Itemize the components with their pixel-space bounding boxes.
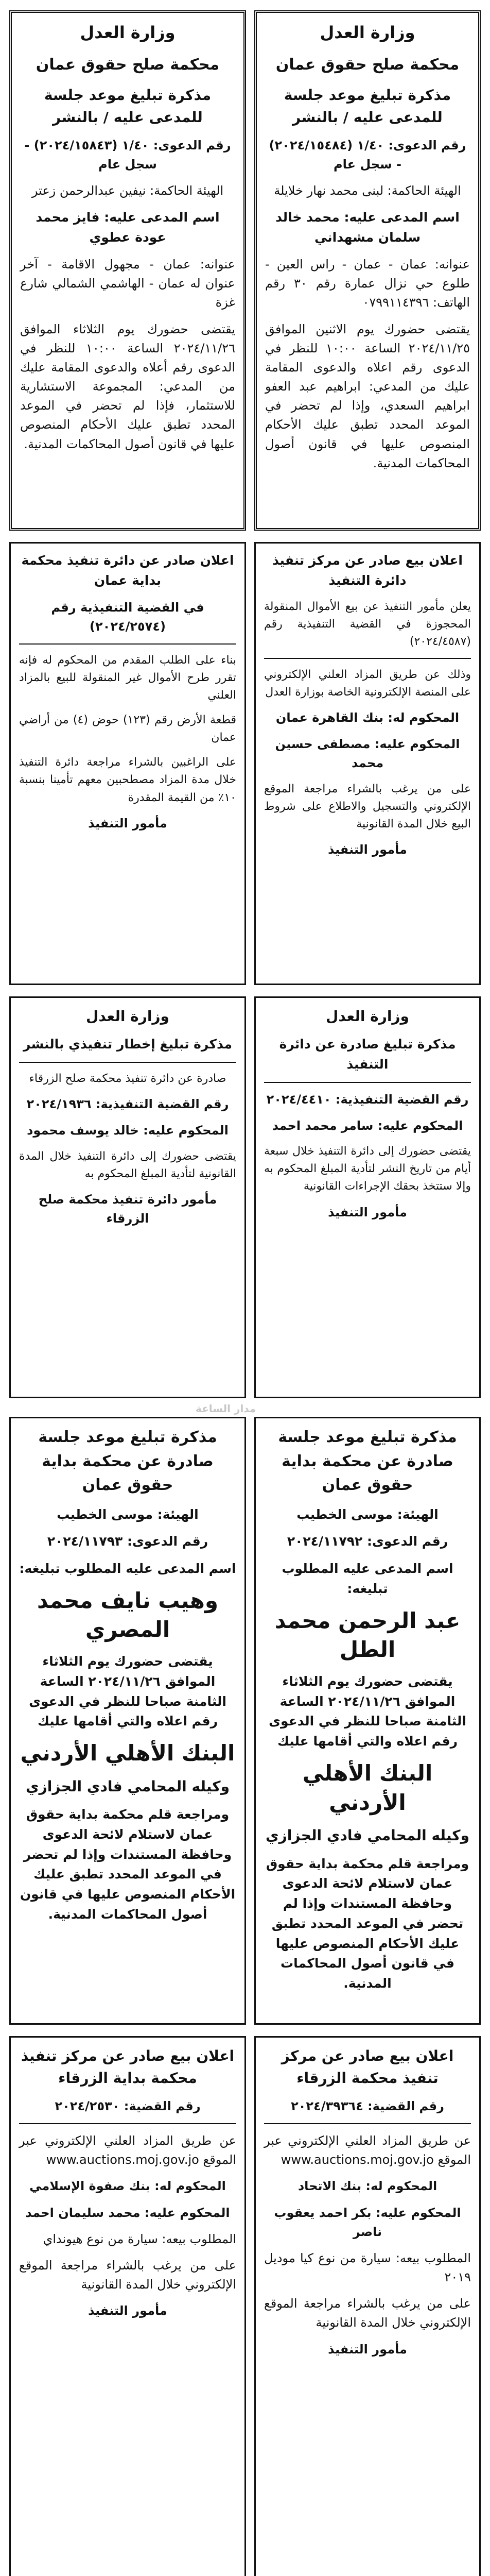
notice-line: على الراغبين بالشراء مراجعة دائرة التنفيذ خلال مدة المزاد مصطحبين معهم تأمينا بنسبة ١٠٪ من القيمة المقدرة (19, 756, 236, 804)
notice-line: على من يرغب بالشراء مراجعة الموقع الإلكتروني خلال المدة القانونية (264, 2296, 471, 2330)
notice-signature: مأمور التنفيذ (88, 2303, 167, 2318)
notice-case: رقم الدعوى: ١/٤٠ (٢٠٢٤/١٥٤٨٤) - سجل عام (269, 138, 466, 172)
notice-title: وزارة العدل (326, 1008, 409, 1025)
notice-title: وزارة العدل (86, 1008, 169, 1025)
notice-line: المحكوم عليه: مصطفى حسين محمد (275, 737, 460, 771)
notice-line: على من يرغب بالشراء مراجعة الموقع الإلكتروني والتسجيل والاطلاع على شروط البيع خلال المدة القانونية (264, 782, 471, 831)
notice-line: على من يرغب بالشراء مراجعة الموقع الإلكتروني خلال المدة القانونية (19, 2258, 236, 2292)
notice-line: عن طريق المزاد العلني الإلكتروني عبر الموقع www.auctions.moj.gov.jo (264, 2133, 471, 2167)
execution-notice-6 (9, 996, 246, 1398)
notice-type: مذكرة تبليغ موعد جلسة للمدعى عليه / بالنشر (44, 87, 212, 126)
watermark: مدار الساعة (196, 1402, 256, 1415)
notice-signature: مأمور دائرة تنفيذ محكمة صلح الزرقاء (38, 1192, 217, 1226)
notice-footer: ومراجعة قلم محكمة بداية حقوق عمان لاستلام لائحة الدعوى وحافظة المستندات وإذا لم تحضر في الموعد المحدد تطبق عليك الأحكام المنصوص عليها في قانون أصول المحاكمات المدنية. (266, 1856, 469, 1991)
notice-line: المحكوم عليه: محمد سليمان احمد (25, 2205, 230, 2220)
divider (264, 1082, 471, 1083)
notice-lawyer: وكيله المحامي فادي الجزازي (26, 1777, 230, 1795)
notice-case: رقم الدعوى: ٢٠٢٤/١١٧٩٢ (287, 1534, 448, 1549)
notice-line: رقم القضية التنفيذية: ٢٠٢٤/٤٤١٠ (266, 1092, 469, 1107)
notice-plaintiff: البنك الأهلي الأردني (302, 1760, 433, 1815)
notice-judge: الهيئة الحاكمة: نيفين عبدالرحمن زعتر (31, 183, 224, 198)
notice-subtitle: يعلن مأمور التنفيذ عن بيع الأموال المنقولة المحجوزة في القضية التنفيذية رقم (٢٠٢٤/٤٥٨٧) (264, 600, 471, 648)
notice-signature: مأمور التنفيذ (88, 816, 167, 831)
notice-defendant: عبد الرحمن محمد الطل (274, 1607, 461, 1663)
notice-case: رقم القضية: ٢٠٢٤/٣٩٣٦٤ (291, 2098, 444, 2113)
notice-title: اعلان بيع صادر عن مركز تنفيذ محكمة الزرقاء (281, 2047, 454, 2087)
auction-notice-10 (9, 2036, 246, 2576)
notice-title: اعلان بيع صادر عن مركز تنفيذ دائرة التنفيذ (272, 553, 463, 588)
notice-line: المحكوم عليه: خالد يوسف محمود (27, 1123, 229, 1138)
notice-line: المطلوب بيعه: سيارة من نوع كيا موديل ٢٠١٩ (264, 2250, 471, 2285)
notice-judge: الهيئة الحاكمة: لبنى محمد نهار خلايلة (274, 183, 461, 198)
notice-subtitle: في القضية التنفيذية رقم (٢٠٢٤/٢٥٧٤) (51, 600, 204, 634)
notice-body: يقتضى حضورك يوم الثلاثاء الموافق ٢٠٢٤/١١/٢٦ الساعة الثامنة صباحا للنظر في الدعوى رقم اعلاه والتي أقامها عليك (269, 1673, 466, 1749)
notice-line: المحكوم له: بنك القاهرة عمان (275, 710, 460, 725)
notice-defendant: اسم المدعى عليه: فايز محمد عودة عطوي (36, 210, 220, 245)
divider (19, 2123, 236, 2124)
notice-subtitle: مذكرة تبليغ صادرة عن دائرة التنفيذ (279, 1037, 456, 1072)
notice-title: مذكرة تبليغ موعد جلسة صادرة عن محكمة بداية حقوق عمان (278, 1428, 457, 1494)
notice-judge: الهيئة: موسى الخطيب (296, 1506, 439, 1522)
notice-line: المحكوم عليه: بكر احمد يعقوب ناصر (274, 2205, 461, 2239)
notice-line: يقتضى حضورك إلى دائرة التنفيذ خلال سبعة أيام من تاريخ النشر لتأدية المبلغ المحكوم به وإلا ستتخذ بحقك الإجراءات القانونية (264, 1145, 471, 1193)
notice-case: رقم الدعوى: ٢٠٢٤/١١٧٩٣ (47, 1534, 208, 1549)
notice-line: عن طريق المزاد العلني الإلكتروني عبر الموقع www.auctions.moj.gov.jo (19, 2133, 236, 2167)
notice-address: عنوانه: عمان - مجهول الاقامة - آخر عنوان له عمان - الهاشمي الشمالي شارع غزة (20, 257, 235, 310)
court-notice-1 (254, 10, 481, 531)
notice-signature: مأمور التنفيذ (328, 1205, 407, 1219)
notice-lawyer: وكيله المحامي فادي الجزازي (266, 1827, 469, 1844)
notice-signature: مأمور التنفيذ (328, 842, 407, 857)
notice-case: رقم القضية: ٢٠٢٤/٢٥٣٠ (55, 2098, 201, 2113)
notice-defendant-label: اسم المدعى عليه المطلوب تبليغه: (282, 1561, 453, 1596)
hearing-notice-8 (9, 1417, 246, 2025)
notice-plaintiff: البنك الأهلي الأردني (20, 1740, 235, 1766)
notice-subtitle: مذكرة تبليغ إخطار تنفيذي بالنشر (23, 1037, 232, 1052)
notice-footer: ومراجعة قلم محكمة بداية حقوق عمان لاستلام لائحة الدعوى وحافظة المستندات وإذا لم تحضر في الموعد المحدد تطبق عليك الأحكام المنصوص عليها في قانون أصول المحاكمات المدنية. (20, 1807, 236, 1922)
notice-body: يقتضى حضورك يوم الثلاثاء الموافق ٢٠٢٤/١١/٢٦ الساعة ١٠:٠٠ للنظر في الدعوى رقم أعلاه والدعوى المقامة عليك من المدعي: المجموعة الاستشارية للاستثمار، فإذا لم تحضر في الموعد المحدد تطبق عليك الأحكام المنصوص عليها في قانون أصول المحاكمات المدنية. (20, 321, 235, 451)
notice-line: قطعة الأرض رقم (١٢٣) حوض (٤) من أراضي عمان (19, 714, 237, 744)
notice-line: المحكوم له: بنك الاتحاد (297, 2179, 437, 2194)
divider (19, 643, 236, 645)
notice-title: مذكرة تبليغ موعد جلسة صادرة عن محكمة بداية حقوق عمان (38, 1428, 217, 1494)
sale-notice-4 (9, 542, 246, 985)
notice-signature: مأمور التنفيذ (328, 2342, 407, 2357)
notice-line: وذلك عن طريق المزاد العلني الإلكتروني على المنصة الإلكترونية الخاصة بوزارة العدل (264, 668, 471, 699)
divider (264, 2123, 471, 2124)
notice-ministry: وزارة العدل (320, 23, 415, 42)
notice-body: يقتضى حضورك يوم الاثنين الموافق ٢٠٢٤/١١/٢٥ الساعة ١٠:٠٠ للنظر في الدعوى رقم اعلاه والدعوى المقامة عليك من المدعي: ابراهيم عبد العفو ابراهيم السعدي، وإذا لم تحضر في الموعد المحدد تطبق عليك الأحكام المنصوص عليها في قانون أصول المحاكمات المدنية. (265, 321, 470, 470)
notice-line: بناء على الطلب المقدم من المحكوم له فإنه تقرر طرح الأموال غير المنقولة للبيع بالمزاد العلني (19, 653, 236, 702)
auction-notice-9 (254, 2036, 481, 2576)
notice-line: يقتضى حضورك إلى دائرة التنفيذ خلال المدة القانونية لتأدية المبلغ المحكوم به (19, 1149, 236, 1180)
divider (19, 1062, 236, 1063)
notice-title: اعلان بيع صادر عن مركز تنفيذ محكمة بداية الزرقاء (21, 2047, 235, 2087)
notice-address: عنوانه: عمان - عمان - راس العين - طلوع حي نزال عمارة رقم ٣٠ رقم الهاتف: ٠٧٩٩١١٤٣٩٦ (265, 257, 470, 310)
notice-ministry: وزارة العدل (80, 23, 176, 42)
sale-notice-3 (254, 542, 481, 985)
notice-line: المحكوم له: بنك صفوة الإسلامي (29, 2179, 226, 2194)
notice-defendant: وهيب نايف محمد المصري (37, 1587, 219, 1642)
notice-type: مذكرة تبليغ موعد جلسة للمدعى عليه / بالنشر (284, 87, 451, 126)
notice-line: المطلوب بيعه: سيارة من نوع هيونداي (43, 2231, 236, 2246)
notice-defendant-label: اسم المدعى عليه المطلوب تبليغه: (19, 1561, 236, 1576)
execution-notice-5 (254, 996, 481, 1398)
notice-title: اعلان صادر عن دائرة تنفيذ محكمة بداية عمان (21, 553, 234, 588)
notice-line: المحكوم عليه: سامر محمد احمد (272, 1118, 463, 1133)
notice-case: رقم الدعوى: ١/٤٠ (٢٠٢٤/١٥٨٤٣) - سجل عام (24, 138, 231, 172)
notice-court: محكمة صلح حقوق عمان (36, 55, 220, 74)
divider (264, 658, 471, 659)
notice-court: محكمة صلح حقوق عمان (275, 55, 460, 74)
court-notice-2 (9, 10, 246, 531)
notice-defendant: اسم المدعى عليه: محمد خالد سلمان مشهداني (275, 210, 460, 245)
notice-line: رقم القضية التنفيذية: ٢٠٢٤/١٩٣٦ (26, 1097, 229, 1112)
hearing-notice-7 (254, 1417, 481, 2025)
notice-body: يقتضى حضورك يوم الثلاثاء الموافق ٢٠٢٤/١١/٢٦ الساعة الثامنة صباحا للنظر في الدعوى رقم اعلاه والتي أقامها عليك (29, 1654, 226, 1729)
notice-judge: الهيئة: موسى الخطيب (57, 1506, 199, 1522)
notice-line: صادرة عن دائرة تنفيذ محكمة صلح الزرقاء (29, 1072, 226, 1086)
